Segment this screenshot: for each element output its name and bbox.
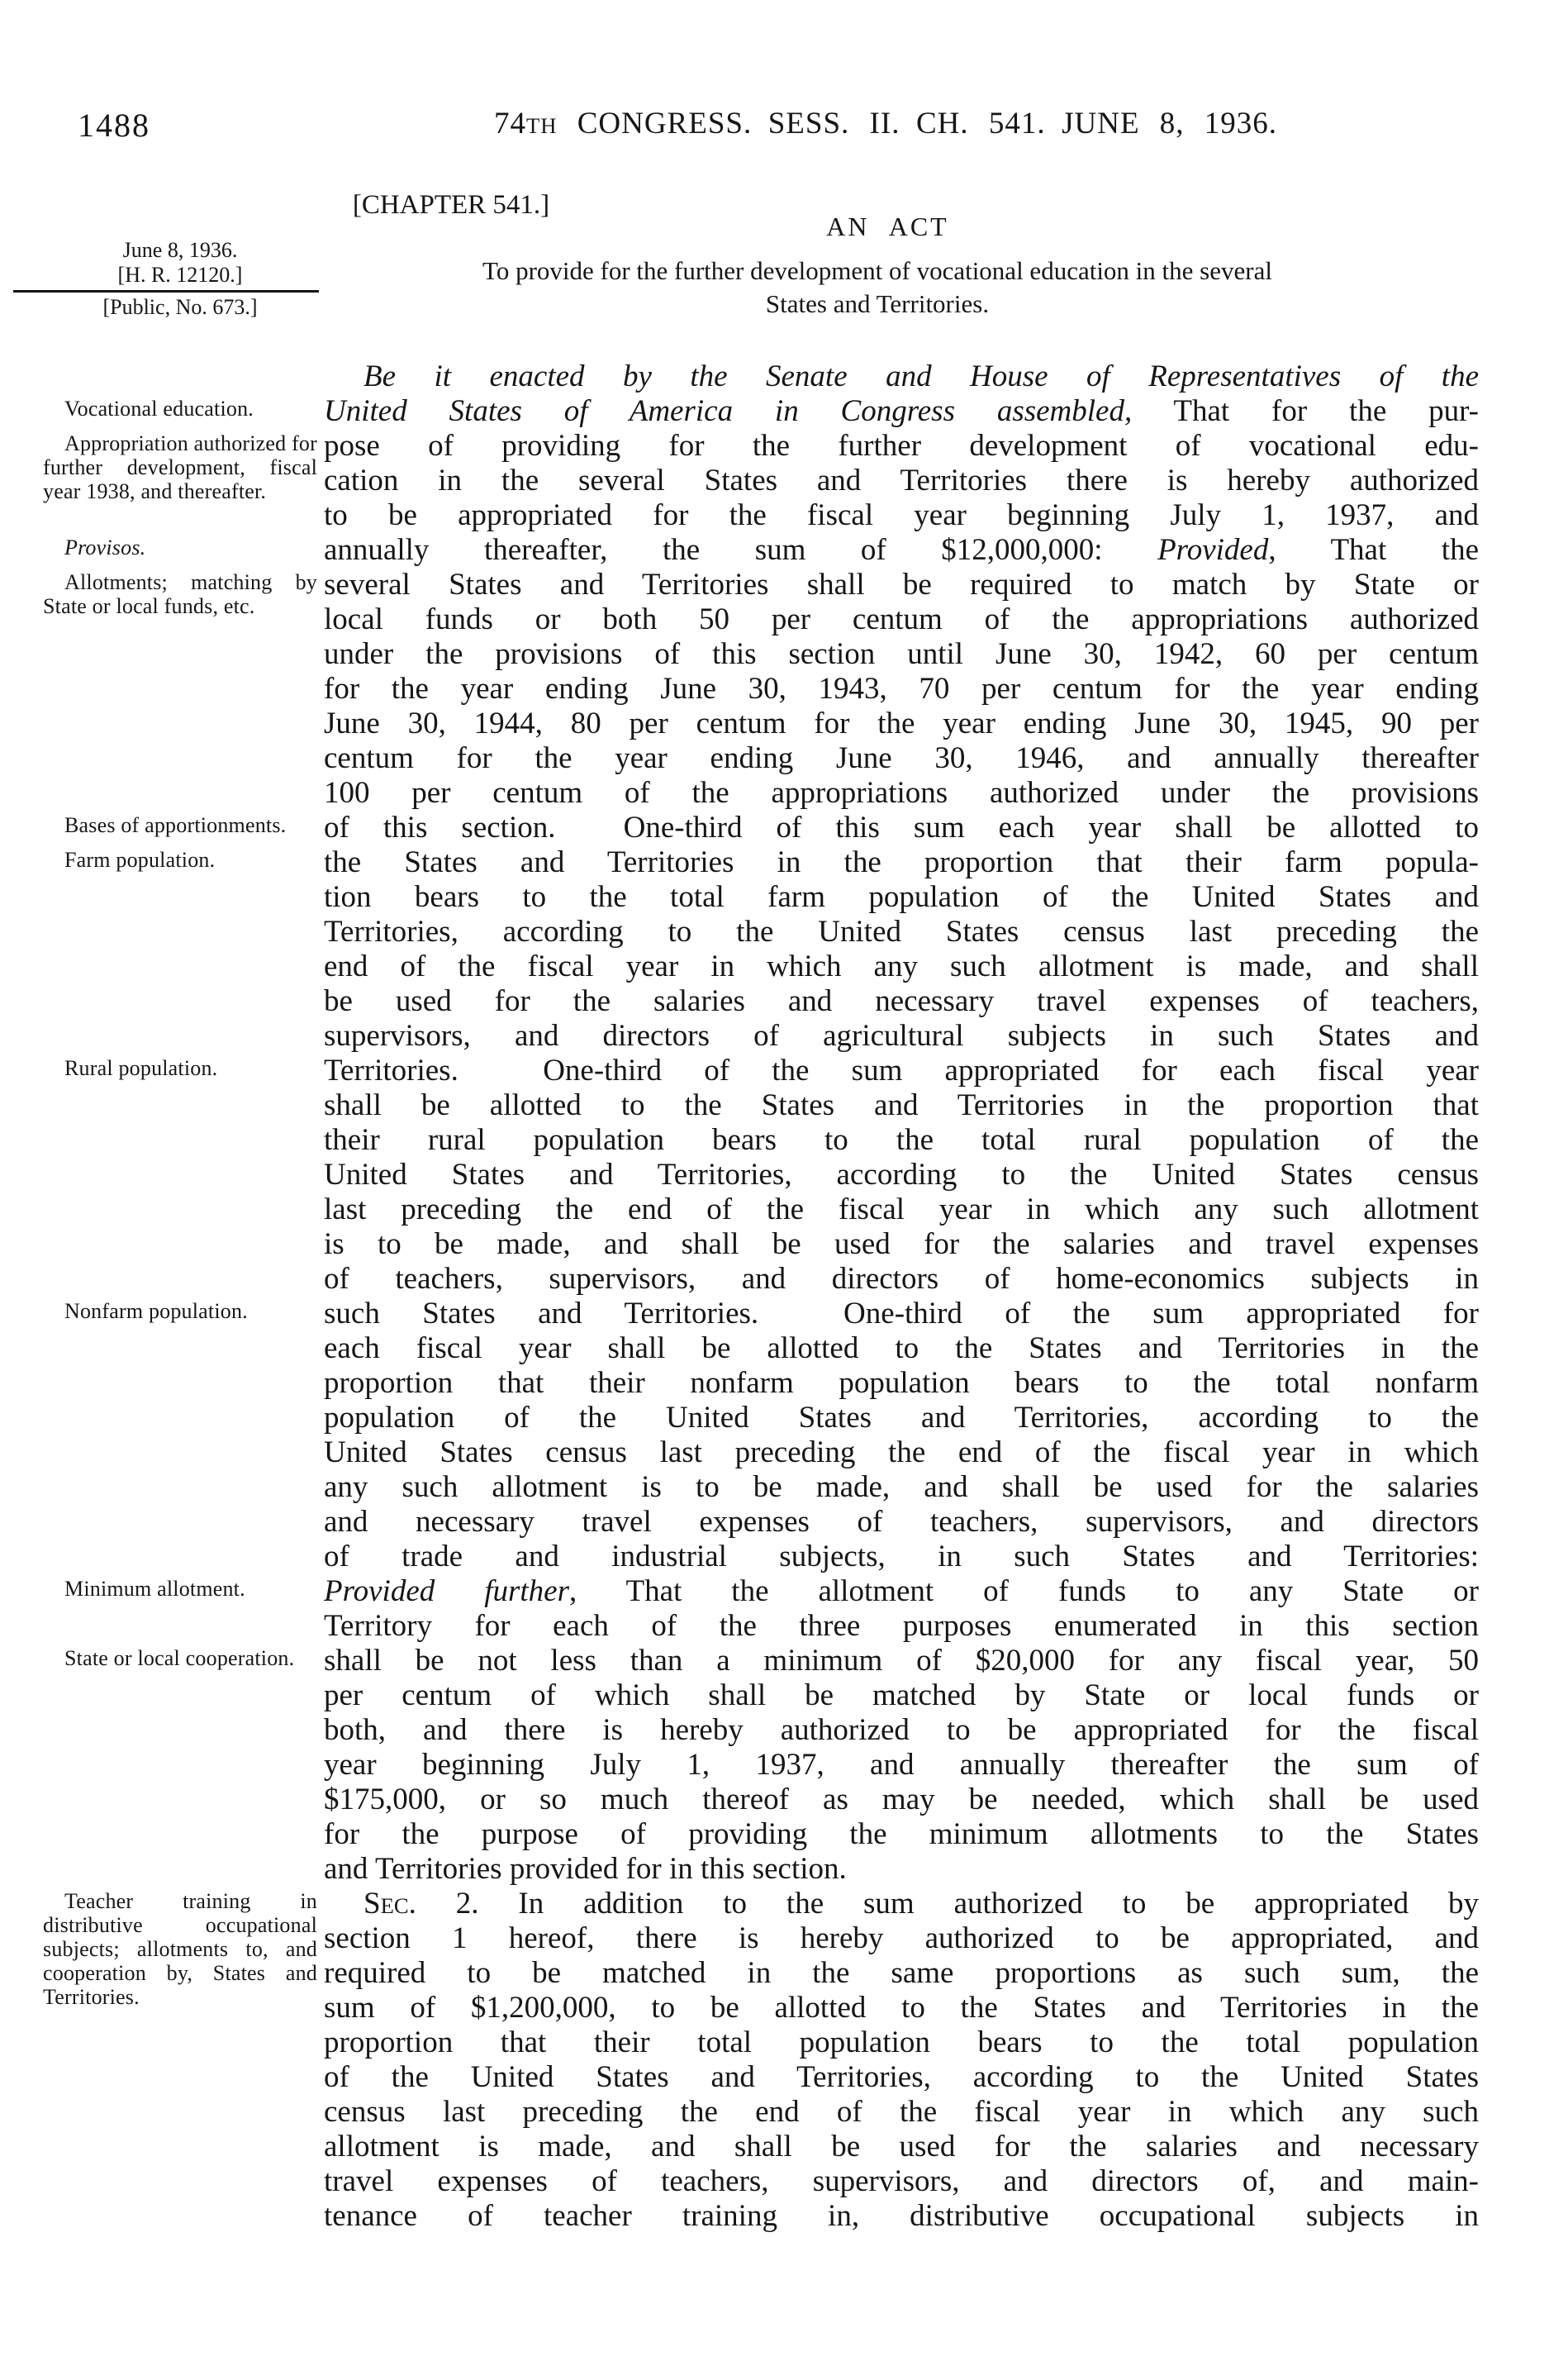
body-line: census last preceding the end of the fiscal year in which any such [324, 2095, 1479, 2129]
margin-note: Appropriation authorized for further development, fiscal year 1938, and thereafter. [43, 431, 317, 503]
margin-note: Rural population. [64, 1056, 218, 1080]
body-line: cation in the several States and Territories there is hereby authorized [324, 464, 1479, 497]
margin-note: Minimum allotment. [64, 1577, 245, 1601]
body-line: last preceding the end of the fiscal year in which any such allotment [324, 1192, 1479, 1226]
body-line: Territories. One-third of the sum appropriated for each fiscal year [324, 1054, 1479, 1088]
body-line: 100 per centum of the appropriations authorized under the provisions [324, 776, 1479, 810]
body-line: $175,000, or so much thereof as may be needed, which shall be used [324, 1783, 1479, 1816]
body-line: sum of $1,200,000, to be allotted to the States and Territories in the [324, 1991, 1479, 2025]
body-line: and Territories provided for in this section. [324, 1852, 847, 1886]
public-law-number: [Public, No. 673.] [102, 295, 258, 319]
bill-number: [H. R. 12120.] [117, 263, 243, 287]
margin-rule [13, 290, 319, 293]
body-line: United States census last preceding the end of the fiscal year in which [324, 1435, 1479, 1469]
body-line: section 1 hereof, there is hereby authorized to be appropriated, and [324, 1921, 1479, 1955]
body-line: Be it enacted by the Senate and House of Representatives of the [363, 359, 1479, 393]
body-line: Territories, according to the United States census last preceding the [324, 915, 1479, 949]
body-line: the States and Territories in the proportion that their farm popula- [324, 845, 1479, 879]
body-line: Provided further, That the allotment of funds to any State or [324, 1574, 1479, 1608]
act-title-line: To provide for the further development of vocational education in the several [482, 256, 1272, 285]
margin-note: Nonfarm population. [64, 1299, 248, 1323]
body-column [324, 359, 1479, 2234]
body-line: centum for the year ending June 30, 1946, and annually thereafter [324, 741, 1479, 775]
body-line: proportion that their total population bears to the total population [324, 2025, 1479, 2059]
body-line: several States and Territories shall be required to match by State or [324, 568, 1479, 602]
body-line: of teachers, supervisors, and directors of home-economics subjects in [324, 1262, 1479, 1296]
margin-note: Allotments; matching by State or local funds, etc. [43, 570, 317, 618]
enactment-date: June 8, 1936. [122, 238, 238, 262]
body-line: population of the United States and Territories, according to the [324, 1401, 1479, 1435]
body-line: United States and Territories, according to the United States census [324, 1158, 1479, 1192]
act-heading: AN ACT [826, 212, 949, 241]
body-line: annually thereafter, the sum of $12,000,000: Provided, That the [324, 533, 1479, 567]
body-line: for the year ending June 30, 1943, 70 per centum for the year ending [324, 672, 1479, 706]
body-line: of trade and industrial subjects, in such States and Territories: [324, 1540, 1479, 1573]
body-line: to be appropriated for the fiscal year beginning July 1, 1937, and [324, 498, 1479, 532]
body-line: shall be not less than a minimum of $20,000 for any fiscal year, 50 [324, 1644, 1479, 1678]
body-line: allotment is made, and shall be used for the salaries and necessary [324, 2130, 1479, 2163]
body-line: their rural population bears to the total rural population of the [324, 1123, 1479, 1157]
body-line: each fiscal year shall be allotted to the States and Territories in the [324, 1331, 1479, 1365]
body-line: local funds or both 50 per centum of the appropriations authorized [324, 602, 1479, 636]
body-line: is to be made, and shall be used for the salaries and travel expenses [324, 1227, 1479, 1261]
act-title-line: States and Territories. [765, 289, 990, 318]
body-line: be used for the salaries and necessary travel expenses of teachers, [324, 984, 1479, 1018]
margin-note: Farm population. [64, 848, 216, 872]
margin-note: Provisos. [64, 536, 146, 559]
body-line: for the purpose of providing the minimum allotments to the States [324, 1817, 1479, 1851]
body-line: tenance of teacher training in, distributive occupational subjects in [324, 2199, 1479, 2233]
body-line: under the provisions of this section until June 30, 1942, 60 per centum [324, 637, 1479, 671]
margin-note: Bases of apportionments. [64, 813, 287, 837]
body-line: pose of providing for the further development of vocational edu- [324, 429, 1479, 463]
body-line: United States of America in Congress assembled, That for the pur- [324, 394, 1479, 428]
chapter-heading: [CHAPTER 541.] [352, 190, 550, 220]
body-line: and necessary travel expenses of teachers, supervisors, and directors [324, 1505, 1479, 1539]
body-line: travel expenses of teachers, supervisors, and directors of, and main- [324, 2164, 1479, 2198]
margin-note: State or local cooperation. [64, 1646, 295, 1670]
margin-note: Teacher training in distributive occupational subjects; allotments to, and cooperation by, States and Territories. [43, 1889, 317, 2009]
body-line: tion bears to the total farm population of the United States and [324, 880, 1479, 914]
body-line: proportion that their nonfarm population bears to the total nonfarm [324, 1366, 1479, 1400]
body-line: required to be matched in the same proportions as such sum, the [324, 1956, 1479, 1990]
body-line: shall be allotted to the States and Territories in the proportion that [324, 1088, 1479, 1122]
body-line: of the United States and Territories, according to the United States [324, 2060, 1479, 2094]
body-line: end of the fiscal year in which any such allotment is made, and shall [324, 950, 1479, 983]
body-line: such States and Territories. One-third of the sum appropriated for [324, 1297, 1479, 1330]
running-header: 74TH CONGRESS. SESS. II. CH. 541. JUNE 8, 1936. [493, 107, 1278, 140]
body-line: June 30, 1944, 80 per centum for the year ending June 30, 1945, 90 per [324, 707, 1479, 740]
margin-note: Vocational education. [64, 397, 254, 421]
body-line: any such allotment is to be made, and shall be used for the salaries [324, 1470, 1479, 1504]
body-line: Territory for each of the three purposes enumerated in this section [324, 1609, 1479, 1643]
body-line: of this section. One-third of this sum each year shall be allotted to [324, 811, 1479, 845]
body-line: year beginning July 1, 1937, and annually thereafter the sum of [324, 1748, 1479, 1782]
body-line: both, and there is hereby authorized to be appropriated for the fiscal [324, 1713, 1479, 1747]
body-line: per centum of which shall be matched by State or local funds or [324, 1678, 1479, 1712]
body-line: supervisors, and directors of agricultural subjects in such States and [324, 1019, 1479, 1053]
body-line: SEC. 2. In addition to the sum authorized to be appropriated by [363, 1887, 1479, 1921]
page-number: 1488 [78, 107, 150, 144]
